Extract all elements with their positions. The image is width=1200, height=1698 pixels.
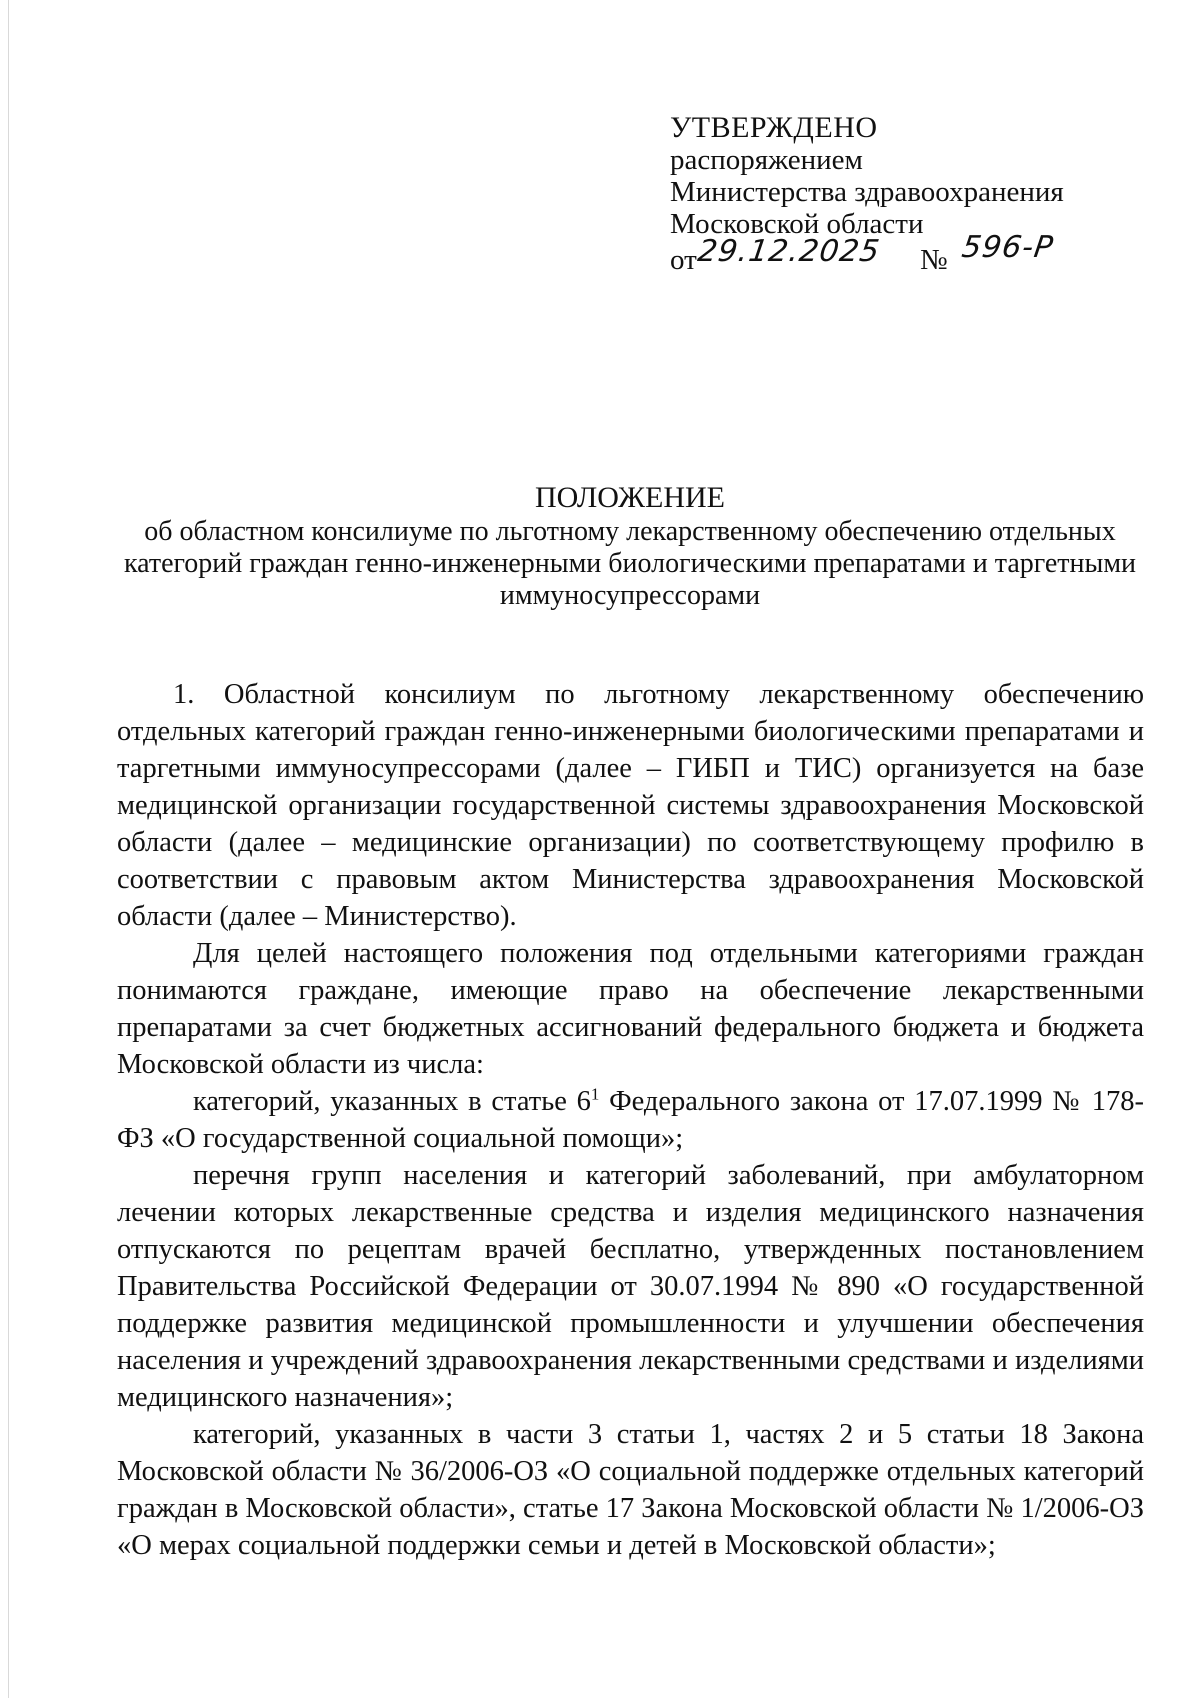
handwritten-number: 596-Р [959,230,1056,265]
document-subtitle-line-3: иммуносупрессорами [499,580,761,611]
paragraph-2: Для целей настоящего положения под отдельными категориями граждан понимаются граждане, имеющие право на обеспечение лекарственными препаратами за счет бюджетных ассигнований федерального бюджета и бюджета Московской области из числа: [117,938,1144,1080]
paragraph-4: перечня групп населения и категорий заболеваний, при амбулаторном лечении которых лекарственные средства и изделия медицинского назначения отпускаются по рецептам врачей бесплатно, утвержденных постановлением Правительства Российской Федерации от 30.07.1994 № 890 «О государственной поддержке развития медицинской промышленности и улучшении обеспечения населения и учреждений здравоохранения лекарственными средствами и изделиями медицинского назначения»; [117,1160,1144,1413]
approval-line-region: Московской области [670,208,924,240]
document-subtitle-line-2: категорий граждан генно-инженерными биологическими препаратами и таргетными [123,548,1137,579]
document-body [117,676,1144,1564]
paragraph-1: 1. Областной консилиум по льготному лекарственному обеспечению отдельных категорий граждан генно-инженерными биологическими препаратами и таргетными иммуносупрессорами (далее – ГИБП и ТИС) организуется на базе медицинской организации государственной системы здравоохранения Московской области (далее – медицинские организации) по соответствующему профилю в соответствии с правовым актом Министерства здравоохранения Московской области (далее – Министерство). [117,679,1144,932]
document-title: ПОЛОЖЕНИЕ [535,481,725,514]
paragraph-3 [117,1083,1144,1157]
approval-dateline [670,230,1150,282]
document-subtitle-line-1: об областном консилиуме по льготному лекарственному обеспечению отдельных [144,516,1116,547]
approval-line-order: распоряжением [670,144,863,176]
approval-title: УТВЕРЖДЕНО [670,111,878,144]
approval-line-ministry: Министерства здравоохранения [670,176,1064,208]
paragraph-3-end: Федерального закона от 17.07.1999 № 178-ФЗ «О государственной социальной помощи»; [117,1086,1145,1154]
approval-stamp-block [670,112,1150,282]
document-header [100,482,1160,612]
date-prefix: от [670,244,697,276]
number-sign: № [920,244,948,276]
handwritten-date: 29.12.2025 [695,234,883,269]
paragraph-3-start: категорий, указанных в статье 6 [193,1086,591,1117]
paragraph-5: категорий, указанных в части 3 статьи 1, частях 2 и 5 статьи 18 Закона Московской области № 36/2006-ОЗ «О социальной поддержке отдельных категорий граждан в Московской области», статье 17 Закона Московской области № 1/2006-ОЗ «О мерах социальной поддержки семьи и детей в Московской области»; [117,1419,1144,1561]
paragraph-3-superscript: 1 [590,1084,600,1104]
page-edge-line [8,0,9,1698]
